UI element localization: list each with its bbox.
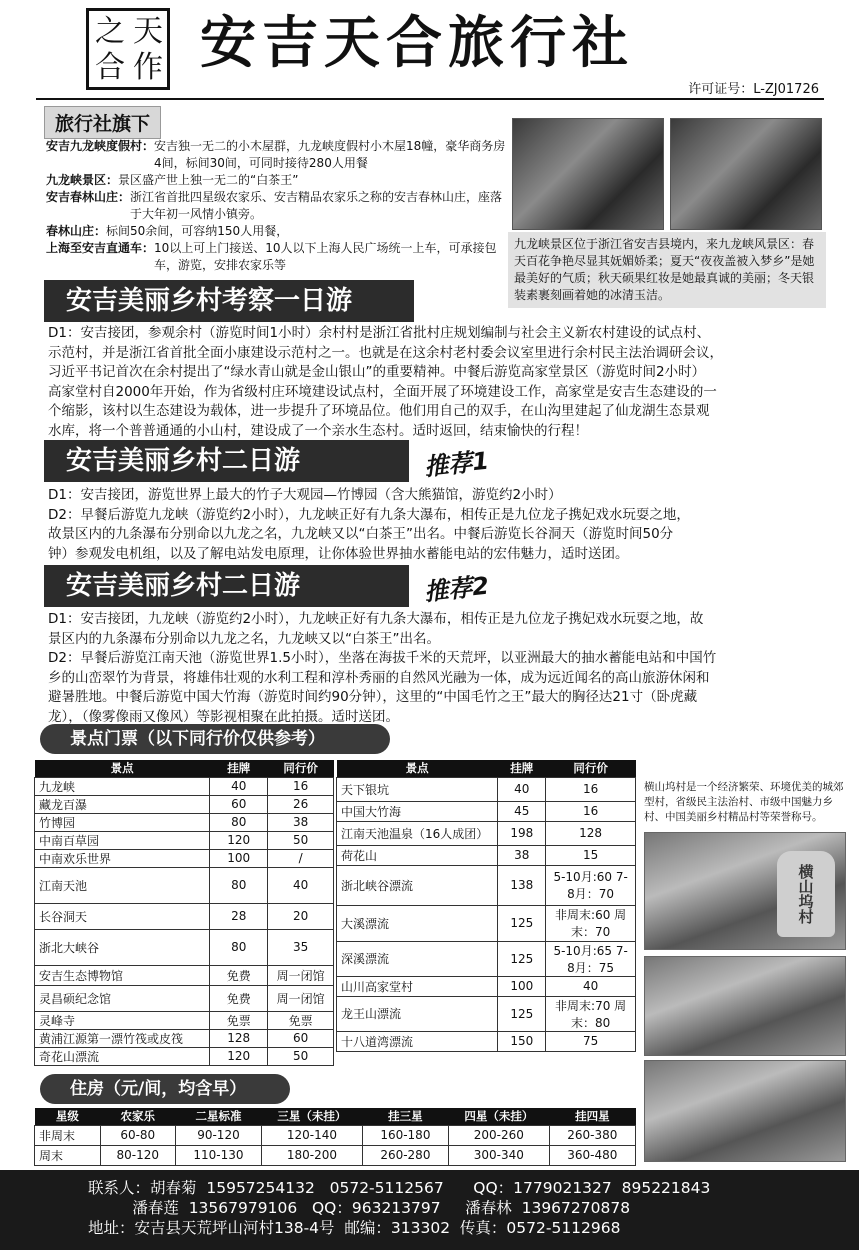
table-cell: 360-480 — [549, 1145, 635, 1165]
table-cell: 5-10月:65 7-8月：75 — [546, 941, 636, 976]
table-row — [35, 903, 334, 929]
table-cell: 山川高家堂村 — [337, 976, 498, 996]
table-cell: 天下银坑 — [337, 777, 498, 801]
list-item: 上海至安吉直通车： 10以上可上门接送、10人以下上海人民广场统一上车，可承接包车，游览，安排农家乐等 — [46, 241, 497, 272]
table-row — [35, 1125, 636, 1145]
table-cell: 38 — [268, 813, 334, 831]
tour2-banner: 安吉美丽乡村二日游 — [44, 440, 409, 482]
ticket-table-left — [34, 760, 334, 1066]
tickets-heading: 景点门票（以下同行价仅供参考） — [40, 724, 390, 754]
table-cell: 260-380 — [549, 1125, 635, 1145]
license-number: 许可证号：L-ZJ01726 — [688, 82, 819, 97]
table-cell: 125 — [498, 905, 546, 941]
table-cell: 198 — [498, 821, 546, 845]
recommend-badge: 推荐1 — [422, 446, 491, 482]
table-cell: 60 — [210, 795, 268, 813]
table-cell: 非周末 — [35, 1125, 101, 1145]
table-row — [35, 849, 334, 867]
table-cell: 26 — [268, 795, 334, 813]
list-item: 春林山庄： 标间50余间，可容纳150人用餐， — [46, 224, 289, 238]
table-cell: 大溪漂流 — [337, 905, 498, 941]
table-cell: 长谷洞天 — [35, 903, 210, 929]
table-cell: 周一闭馆 — [268, 965, 334, 985]
column-header: 景点 — [35, 760, 210, 777]
table-cell: 128 — [210, 1029, 268, 1047]
column-header: 同行价 — [546, 760, 636, 777]
list-item: 九龙峡景区： 景区盛产世上独一无二的“白茶王” — [46, 173, 299, 187]
section-tag: 旅行社旗下 — [44, 106, 161, 139]
table-cell: 江南天池温泉（16人成团） — [337, 821, 498, 845]
address-line: 地址：安吉县天荒坪山河村138-4号 邮编：313302 传真：0572-5112968 — [88, 1219, 621, 1237]
village-photo — [644, 956, 846, 1056]
table-row — [35, 813, 334, 831]
column-header: 四星（未挂） — [449, 1108, 550, 1125]
table-cell: 免票 — [210, 1011, 268, 1029]
tour2-description: D1：安吉接团，游览世界上最大的竹子大观园—竹博园（含大熊猫馆，游览约2小时） D2：早餐后游览九龙峡（游览约2小时），九龙峡正好有九条大瀑布，相传正是九位龙子携妃戏水玩耍之地， 故景区内的九条瀑布分别命以九龙之名，九龙峡又以“白茶王”出名。中餐后游览长谷洞天（游览时间50分 钟）参观发电机组，以及了解电站发电原理，让你体验世界抽水蓄能电站的宏伟魅力，适时送团。 — [48, 487, 690, 562]
table-cell: 16 — [268, 777, 334, 795]
table-cell: 藏龙百瀑 — [35, 795, 210, 813]
photo-caption: 九龙峡景区位于浙江省安吉县境内，来九龙峡风景区：春天百花争艳尽显其妩媚娇柔；夏天“夜夜盖被入梦乡”是她最美好的气质；秋天硕果红妆是她最真诚的美丽；冬天银装素裹刻画着她的冰清玉洁。 — [508, 232, 826, 308]
table-cell: 15 — [546, 845, 636, 865]
table-row — [337, 845, 636, 865]
table-cell: 40 — [498, 777, 546, 801]
table-cell: 75 — [546, 1031, 636, 1051]
table-cell: 200-260 — [449, 1125, 550, 1145]
table-row — [337, 777, 636, 801]
table-row — [337, 801, 636, 821]
rooms-heading: 住房（元/间，均含早） — [40, 1074, 290, 1104]
table-cell: 40 — [268, 867, 334, 903]
subsidiary-list — [46, 138, 506, 274]
table-cell: 100 — [210, 849, 268, 867]
table-cell: 龙王山漂流 — [337, 996, 498, 1031]
table-cell: 40 — [546, 976, 636, 996]
table-cell: 260-280 — [362, 1145, 448, 1165]
table-row — [337, 905, 636, 941]
village-photo — [670, 118, 822, 230]
table-cell: 浙北大峡谷 — [35, 929, 210, 965]
table-cell: 中国大竹海 — [337, 801, 498, 821]
divider — [36, 98, 824, 100]
table-row — [35, 831, 334, 849]
contact-line: 潘春莲 13567979106 QQ：963213797 潘春林 13967270878 — [88, 1199, 631, 1217]
table-cell: 中南百草园 — [35, 831, 210, 849]
table-cell: 周一闭馆 — [268, 985, 334, 1011]
table-row — [35, 795, 334, 813]
table-cell: 九龙峡 — [35, 777, 210, 795]
table-row — [35, 1145, 636, 1165]
table-cell: 灵昌硕纪念馆 — [35, 985, 210, 1011]
logo-char: 作 — [133, 50, 163, 85]
table-cell: 免费 — [210, 965, 268, 985]
column-header: 三星（未挂） — [262, 1108, 363, 1125]
table-cell: 免票 — [268, 1011, 334, 1029]
table-cell: 300-340 — [449, 1145, 550, 1165]
table-cell: 竹博园 — [35, 813, 210, 831]
contact-line: 联系人：胡春菊 15957254132 0572-5112567 QQ：1779021327 895221843 — [88, 1179, 711, 1197]
village-photo — [644, 1060, 846, 1162]
ticket-table-right — [336, 760, 636, 1052]
column-header: 农家乐 — [100, 1108, 175, 1125]
table-cell: 60-80 — [100, 1125, 175, 1145]
column-header: 二星标准 — [175, 1108, 261, 1125]
table-cell: 80-120 — [100, 1145, 175, 1165]
table-cell: 110-130 — [175, 1145, 261, 1165]
table-cell: 安吉生态博物馆 — [35, 965, 210, 985]
table-row — [35, 965, 334, 985]
table-cell: 40 — [210, 777, 268, 795]
waterfall-photo — [512, 118, 664, 230]
table-cell: 浙北峡谷漂流 — [337, 865, 498, 905]
table-cell: 奇花山漂流 — [35, 1047, 210, 1065]
village-note: 横山坞村是一个经济繁荣、环境优美的城郊型村，省级民主法治村、市级中国魅力乡村、中国美丽乡村精品村等荣誉称号。 — [644, 781, 844, 823]
room-table — [34, 1108, 636, 1166]
table-cell: 38 — [498, 845, 546, 865]
logo-char: 合 — [95, 50, 125, 85]
table-row — [337, 996, 636, 1031]
table-cell: 128 — [546, 821, 636, 845]
table-row — [35, 1011, 334, 1029]
list-item: 安吉春林山庄： 浙江省首批四星级农家乐、安吉精品农家乐之称的安吉春林山庄，座落于大年初一风情小镇旁。 — [46, 190, 503, 221]
table-cell: 非周末:70 周末：80 — [546, 996, 636, 1031]
table-cell: 5-10月:60 7-8月：70 — [546, 865, 636, 905]
table-cell: 180-200 — [262, 1145, 363, 1165]
column-header: 挂四星 — [549, 1108, 635, 1125]
table-row — [35, 867, 334, 903]
table-cell: 荷花山 — [337, 845, 498, 865]
table-cell: 中南欢乐世界 — [35, 849, 210, 867]
column-header: 星级 — [35, 1108, 101, 1125]
table-cell: 80 — [210, 929, 268, 965]
table-cell: 20 — [268, 903, 334, 929]
table-row — [35, 1047, 334, 1065]
column-header: 挂牌 — [498, 760, 546, 777]
table-row — [35, 777, 334, 795]
page-title: 安吉天合旅行社 — [200, 11, 634, 76]
table-cell: 100 — [498, 976, 546, 996]
table-cell: 28 — [210, 903, 268, 929]
table-cell: 灵峰寺 — [35, 1011, 210, 1029]
table-cell: 120-140 — [262, 1125, 363, 1145]
table-cell: 160-180 — [362, 1125, 448, 1145]
table-cell: / — [268, 849, 334, 867]
table-row — [337, 865, 636, 905]
tour1-description: D1：安吉接团，参观余村（游览时间1小时）余村村是浙江省批村庄规划编制与社会主义新农村建设的试点村、 示范村，并是浙江省首批全面小康建设示范村之一。也就是在这余村老村委会议室里进行余村民主法治调研会议， 习近平书记首次在余村提出了“绿水青山就是金山银山”的重要精神。中餐后游览高家堂景区（游览时间2小时） 高家堂村自2000年开始，作为省级村庄环境建设试点村，全面开展了环境建设工作，高家堂是安吉生态建设的一 个缩影，该村以生态建设为载体，进一步提升了环境品位。他们用自己的双手，在山沟里建起了仙龙湖生态景观 水库，将一个普普通通的小山村，建设成了一个亲水生态村。适时返回，结束愉快的行程！ — [48, 325, 723, 439]
table-cell: 138 — [498, 865, 546, 905]
table-cell: 80 — [210, 813, 268, 831]
table-cell: 150 — [498, 1031, 546, 1051]
list-item: 安吉九龙峡度假村： 安吉独一无二的小木屋群，九龙峡度假村小木屋18幢，豪华商务房4间，标间30间，可同时接待280人用餐 — [46, 139, 506, 170]
tour1-banner: 安吉美丽乡村考察一日游 — [44, 280, 414, 322]
tour3-banner: 安吉美丽乡村二日游 — [44, 565, 409, 607]
table-cell: 深溪漂流 — [337, 941, 498, 976]
table-cell: 非周末:60 周末：70 — [546, 905, 636, 941]
table-row — [35, 985, 334, 1011]
column-header: 同行价 — [268, 760, 334, 777]
table-cell: 50 — [268, 1047, 334, 1065]
contact-footer — [0, 1170, 859, 1250]
table-cell: 120 — [210, 1047, 268, 1065]
table-cell: 125 — [498, 996, 546, 1031]
table-cell: 125 — [498, 941, 546, 976]
table-row — [337, 941, 636, 976]
table-cell: 16 — [546, 801, 636, 821]
village-photo — [644, 832, 846, 950]
column-header: 挂三星 — [362, 1108, 448, 1125]
table-cell: 江南天池 — [35, 867, 210, 903]
column-header: 景点 — [337, 760, 498, 777]
photo-strip — [512, 118, 822, 230]
table-row — [35, 1029, 334, 1047]
table-cell: 90-120 — [175, 1125, 261, 1145]
table-cell: 60 — [268, 1029, 334, 1047]
table-cell: 周末 — [35, 1145, 101, 1165]
table-cell: 黄浦江源第一漂竹筏或皮筏 — [35, 1029, 210, 1047]
table-row — [337, 821, 636, 845]
logo-char: 天 — [133, 14, 163, 49]
table-row — [337, 1031, 636, 1051]
table-cell: 十八道湾漂流 — [337, 1031, 498, 1051]
table-cell: 120 — [210, 831, 268, 849]
column-header: 挂牌 — [210, 760, 268, 777]
table-cell: 免费 — [210, 985, 268, 1011]
table-row — [35, 929, 334, 965]
table-row — [337, 976, 636, 996]
table-cell: 35 — [268, 929, 334, 965]
table-cell: 50 — [268, 831, 334, 849]
recommend-badge: 推荐2 — [422, 571, 491, 607]
table-cell: 45 — [498, 801, 546, 821]
tour3-description: D1：安吉接团，九龙峡（游览约2小时），九龙峡正好有九条大瀑布，相传正是九位龙子携妃戏水玩耍之地，故 景区内的九条瀑布分别命以九龙之名，九龙峡又以“白茶王”出名。 D2：早餐后游览江南天池（游览世界1.5小时），坐落在海拔千米的天荒坪，以亚洲最大的抽水蓄能电站和中国竹 乡的山峦翠竹为背景，将雄伟壮观的水利工程和淳朴秀丽的自然风光融为一体，成为远近闻名的高山旅游休闲和 避暑胜地。中餐后游览中国大竹海（游览时间约90分钟），这里的“中国毛竹之王”最大的胸径达21寸（卧虎藏 龙），（像雾像雨又像风）等影视相聚在此拍摄。适时送团。 — [48, 611, 717, 725]
table-cell: 16 — [546, 777, 636, 801]
stone-marker: 横山坞村 — [777, 851, 835, 937]
table-cell: 80 — [210, 867, 268, 903]
logo-char: 之 — [95, 14, 125, 49]
logo — [86, 8, 170, 90]
